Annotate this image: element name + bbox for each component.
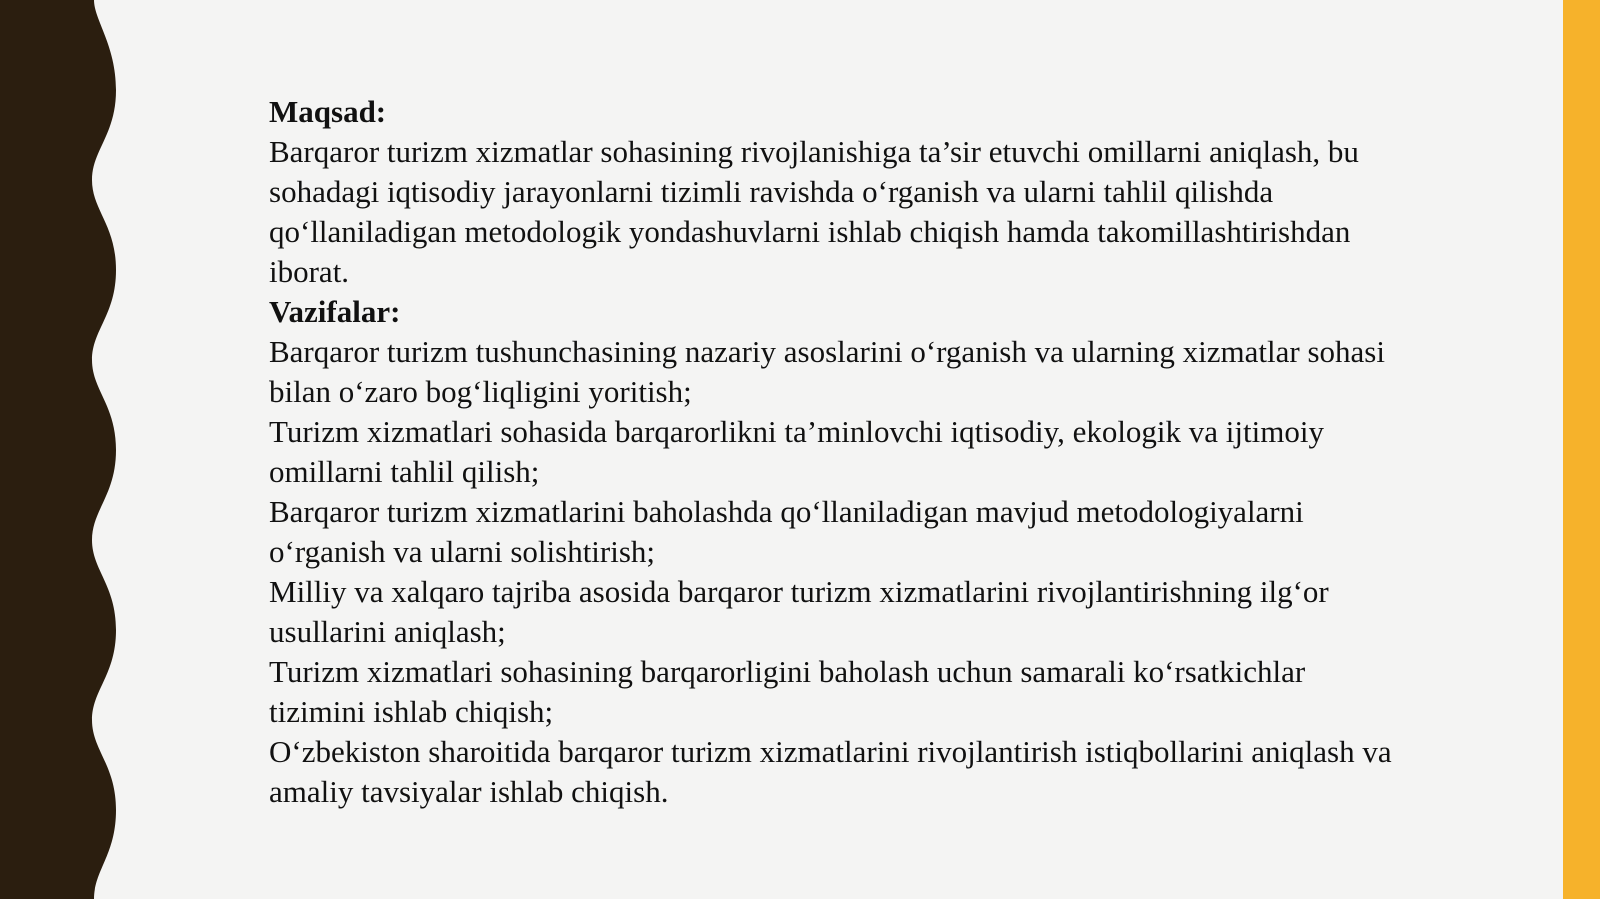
accent-bar-right — [1563, 0, 1600, 899]
task-item: Turizm xizmatlari sohasining barqarorligini baholash uchun samarali ko‘rsatkichlar tizimini ishlab chiqish; — [269, 654, 1306, 729]
slide-body — [269, 92, 1409, 812]
goal-text: Barqaror turizm xizmatlar sohasining rivojlanishiga ta’sir etuvchi omillarni aniqlash, bu sohadagi iqtisodiy jarayonlarni tizimli ravishda o‘rganish va ularni tahlil qilishda qo‘llaniladigan metodologik yondashuvlarni ishlab chiqish hamda takomillashtirishdan iborat. — [269, 134, 1359, 289]
task-item: Barqaror turizm tushunchasining nazariy asoslarini o‘rganish va ularning xizmatlar sohasi bilan o‘zaro bog‘liqligini yoritish; — [269, 334, 1385, 409]
task-item: Barqaror turizm xizmatlarini baholashda qo‘llaniladigan mavjud metodologiyalarni o‘rganish va ularni solishtirish; — [269, 494, 1304, 569]
tasks-heading: Vazifalar: — [269, 294, 401, 329]
wavy-left-band — [0, 0, 130, 899]
task-item: Milliy va xalqaro tajriba asosida barqaror turizm xizmatlarini rivojlantirishning ilg‘or usullarini aniqlash; — [269, 574, 1329, 649]
goal-heading: Maqsad: — [269, 94, 387, 129]
task-item: O‘zbekiston sharoitida barqaror turizm xizmatlarini rivojlantirish istiqbollarini aniqlash va amaliy tavsiyalar ishlab chiqish. — [269, 734, 1392, 809]
task-item: Turizm xizmatlari sohasida barqarorlikni ta’minlovchi iqtisodiy, ekologik va ijtimoiy omillarni tahlil qilish; — [269, 414, 1324, 489]
